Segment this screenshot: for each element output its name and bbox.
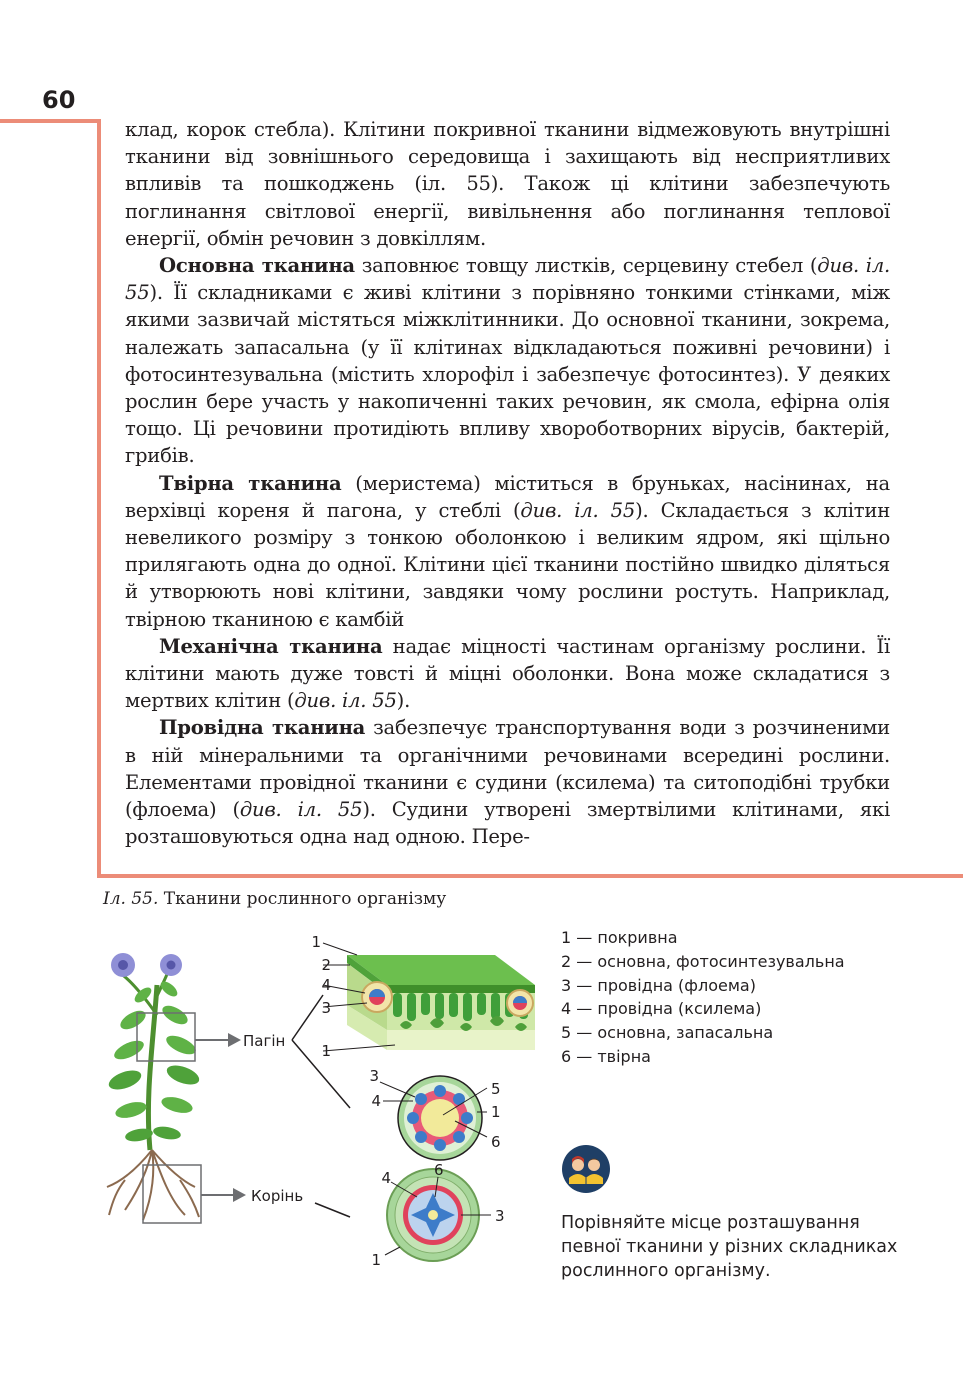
stem-label-5: 5 (491, 1080, 501, 1098)
page-number: 60 (42, 86, 76, 114)
legend-item: 3 — провідна (флоема) (561, 975, 756, 995)
root-label-1: 1 (371, 1251, 381, 1269)
arrow-icon (233, 1188, 246, 1202)
paragraph-basic-tissue (125, 252, 890, 470)
task-text: Порівняйте місце розташування певної тканини у різних складниках рослинного організму. (561, 1213, 898, 1281)
leaf-label-2: 2 (321, 956, 331, 974)
leaf-label-1b: 1 (321, 1042, 331, 1060)
accent-bar-vertical (97, 119, 101, 878)
term-mechanical-tissue: Механічна тканина (159, 634, 383, 658)
caption-text: Тканини рослинного організму (158, 889, 447, 909)
paragraph-mechanical-tissue (125, 633, 890, 715)
accent-bar-top (0, 119, 101, 123)
stem-label-3: 3 (369, 1067, 379, 1085)
paragraph-text: заповнює товщу листків, серцевину стебел ( (354, 254, 818, 278)
stem-label-1: 1 (491, 1103, 501, 1121)
plant-tissues-illustration (95, 925, 535, 1285)
leaf-label-3: 3 (321, 999, 331, 1017)
body-text (125, 116, 890, 850)
figure-reference: див. іл. 55 (294, 689, 397, 713)
root-label-4: 4 (381, 1169, 391, 1187)
paragraph-conductive-tissue (125, 714, 890, 850)
legend-item: 2 — основна, фотосинтезувальна (561, 951, 845, 971)
paragraph-text: ). Її складниками є живі клітини з порівняно тонкими стінками, між якими зазвичай містяться міжклітинники. До основної тканини, зокрема, належать запасальна (у її клітинах відкладаються поживні речовини) і фотосинтезувальна (містить хлорофіл і забезпечує фотосинтез). У деяких рослин бере участь у накопиченні таких речовин, як смола, ефірна олія тощо. Ці речовини протидіють впливу хвороботворних вірусів, бактерій, грибів. (125, 281, 890, 468)
caption-label: Іл. 55. (103, 889, 159, 909)
leaf-label-1: 1 (311, 933, 321, 951)
root-label-6: 6 (434, 1161, 444, 1179)
students-discussion-icon (561, 1144, 611, 1194)
accent-bar-bottom (97, 874, 963, 878)
stem-label-4: 4 (371, 1092, 381, 1110)
legend-item: 5 — основна, запасальна (561, 1023, 774, 1043)
paragraph-text: ). (396, 689, 411, 713)
figure-reference: див. іл. 55 (239, 798, 363, 822)
legend-item: 4 — провідна (ксилема) (561, 999, 762, 1019)
paragraph-1: клад, корок стебла). Клітини покривної тканини відмежовують внутрішні тканини від зовнішнього середовища і захищають від несприятливих впливів та пошкоджень (іл. 55). Також ці клітини забезпечують поглинання світлової енергії, вивільнення або поглинання теплової енергії, обмін речовин з довкіллям. (125, 118, 890, 250)
plant-drawing (106, 953, 201, 1220)
paragraph-text: забезпечує транспортування води з розчиненими в ній мінеральними та органічними речовинами всередині рослини. Елементами провідної тканини є судини (ксилема) та ситоподібні трубки (флоема) ( (125, 716, 890, 822)
figure-reference: див. іл. 55 (520, 498, 636, 522)
term-conductive-tissue: Провідна тканина (159, 716, 366, 740)
stem-cross-section (369, 1067, 500, 1160)
root-label: Корінь (251, 1187, 304, 1205)
term-meristem: Твірна тканина (159, 471, 342, 495)
paragraph-text: ). Судини утворені змертвілими клітинами, які розташовуються одна над одною. Пере- (125, 798, 890, 849)
legend-item: 1 — покривна (561, 928, 678, 947)
figure-legend (561, 926, 845, 1069)
root-cross-section (371, 1161, 504, 1269)
paragraph-text: (меристема) міститься в бруньках, насінинах, на верхівці кореня й пагона, у стеблі ( (125, 471, 890, 522)
paragraph-text: надає міцності частинам організму рослини. Її клітини мають дуже товсті й міцні оболонки. Вона може складатися з мертвих клітин ( (125, 634, 890, 713)
figure-reference: див. іл. 55 (125, 254, 890, 305)
term-basic-tissue: Основна тканина (159, 254, 355, 278)
shoot-label: Пагін (243, 1032, 286, 1050)
root-label-3: 3 (495, 1207, 505, 1225)
stem-label-6: 6 (491, 1133, 501, 1151)
paragraph-text: ). Складається з клітин невеликого розміру з тонкою оболонкою і великим ядром, які щільно прилягають одна до одної. Клітини цієї тканини постійно швидко діляться й утворюють нові клітини, завдяки чому рослини ростуть. Наприклад, твірною тканиною є камбій (125, 498, 891, 631)
figure-caption (103, 889, 446, 909)
arrow-icon (228, 1033, 241, 1047)
legend-item: 6 — твірна (561, 1046, 651, 1066)
leaf-label-4: 4 (321, 976, 331, 994)
paragraph-meristem (125, 470, 890, 633)
leaf-cross-section (311, 933, 535, 1060)
